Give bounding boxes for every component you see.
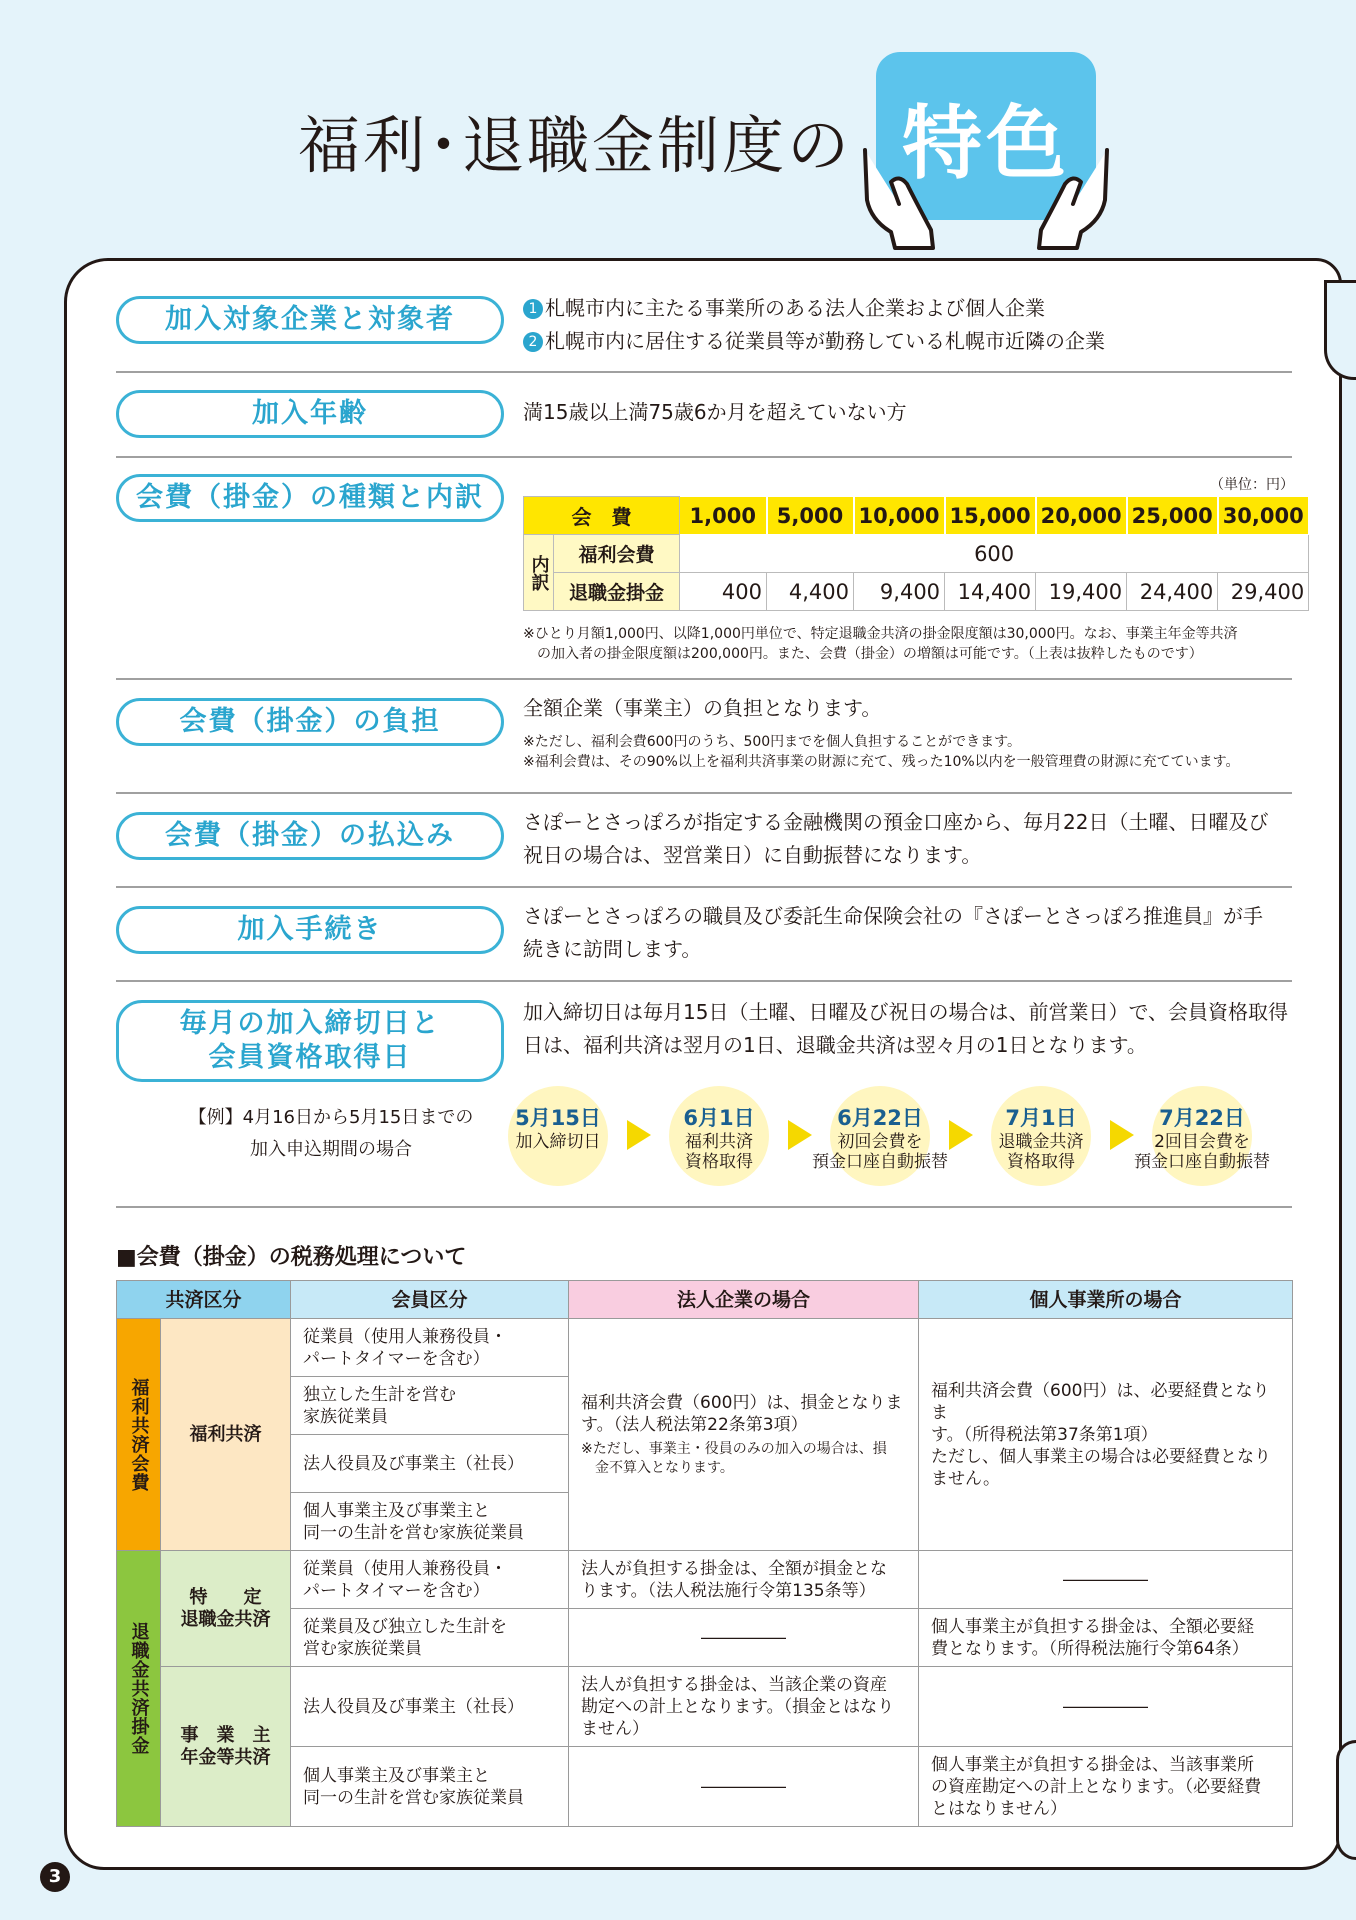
eligibility-text: 札幌市内に居住する従業員等が勤務している札幌市近隣の企業: [545, 329, 1105, 353]
tax-heading: ■会費（掛金）の税務処理について: [116, 1245, 467, 1270]
timeline-step: [812, 1086, 948, 1186]
burden-note-line: ※福利会費は、その90%以上を福利共済事業の財源に充て、残った10%以内を一般管理費の財源に充てています。: [523, 754, 1240, 770]
label-procedure: 加入手続き: [116, 906, 504, 954]
step-date: 6月1日: [683, 1106, 755, 1130]
cell-line: ただし、個人事業主の場合は必要経費となり: [931, 1446, 1272, 1467]
corp-treatment: [569, 1667, 919, 1747]
cell-line: 福利共済会費（600円）は、必要経費となりま: [931, 1380, 1270, 1423]
cell-line: 法人が負担する掛金は、当該企業の資産: [581, 1674, 888, 1695]
retire-label: 退職金掛金: [554, 573, 680, 611]
cell-line: 個人事業主が負担する掛金は、当該事業所: [931, 1754, 1255, 1775]
fee-table: [523, 496, 1310, 611]
payment-line: 祝日の場合は、翌営業日）に自動振替になります。: [523, 843, 982, 867]
eligibility-item-2: [523, 325, 1105, 358]
member-line: パートタイマーを含む）: [303, 1348, 490, 1369]
divider: [116, 792, 1292, 794]
cell-line: 費となります。（所得税法施行令第64条）: [931, 1638, 1249, 1659]
page-number: 3: [40, 1862, 70, 1892]
retire-value: 29,400: [1218, 573, 1309, 611]
hands-icon: [855, 140, 1117, 250]
card-tab-bottom: [1336, 1740, 1356, 1860]
member-type: 法人役員及び事業主（社長）: [291, 1667, 569, 1747]
cell-line: の資産勘定への計上となります。（必要経費: [931, 1776, 1262, 1797]
member-line: 従業員（使用人兼務役員・: [303, 1326, 508, 1347]
fee-amount: 30,000: [1218, 497, 1309, 535]
step-desc-line: 福利共済: [685, 1132, 753, 1152]
step-desc-line: 2回目会費を: [1154, 1132, 1250, 1152]
timeline-step: [669, 1086, 769, 1186]
member-type: [291, 1319, 569, 1377]
fee-header: 会 費: [524, 497, 680, 535]
member-type: [291, 1377, 569, 1435]
fee-note-line: ※ひとり月額1,000円、以降1,000円単位で、特定退職金共済の掛金限度額は30,000円。なお、事業主年金等共済: [523, 626, 1238, 642]
burden-text: 全額企業（事業主）の負担となります。: [523, 696, 882, 720]
divider: [116, 886, 1292, 888]
cell-line: 法人が負担する掛金は、全額が損金とな: [581, 1558, 888, 1579]
empty-cell: ―――――: [569, 1747, 919, 1827]
retire-value: 4,400: [767, 573, 854, 611]
label-burden: 会費（掛金）の負担: [116, 698, 504, 746]
welfare-row: [524, 535, 1309, 573]
label-age: 加入年齢: [116, 390, 504, 438]
payment-line: さぽーとさっぽろが指定する金融機関の預金口座から、毎月22日（土曜、日曜及び: [523, 810, 1269, 834]
timeline-step: [508, 1086, 608, 1186]
cell-line: 福利共済会費（600円）は、損金となりま: [581, 1392, 903, 1413]
table-row: [117, 1667, 1293, 1747]
member-line: 独立した生計を営む: [303, 1384, 457, 1405]
col-header: 個人事業所の場合: [919, 1281, 1293, 1319]
divider: [116, 980, 1292, 982]
step-date: 7月1日: [1005, 1106, 1077, 1130]
col-header: 法人企業の場合: [569, 1281, 919, 1319]
welfare-label: 福利会費: [554, 535, 680, 573]
fee-note-line: の加入者の掛金限度額は200,000円。また、会費（掛金）の増額は可能です。（上表は抜粋したものです）: [537, 646, 1203, 662]
cell-line: 勘定への計上となります。（損金とはなり: [581, 1696, 895, 1717]
welfare-value: 600: [680, 535, 1309, 573]
label-eligibility: 加入対象企業と対象者: [116, 296, 504, 344]
table-row: [117, 1609, 1293, 1667]
retire-value: 14,400: [945, 573, 1036, 611]
payment-text: [523, 806, 1268, 872]
deadline-line: 日は、福利共済は翌月の1日、退職金共済は翌々月の1日となります。: [523, 1033, 1147, 1057]
indiv-treatment: [919, 1609, 1293, 1667]
member-line: 同一の生計を営む家族従業員: [303, 1522, 525, 1543]
group-retire: 退職金共済掛金: [117, 1551, 161, 1827]
fee-amount: 15,000: [945, 497, 1036, 535]
col-header: 共済区分: [117, 1281, 291, 1319]
divider: [116, 371, 1292, 373]
page-title: 福利･退職金制度の: [298, 109, 853, 182]
member-line: 個人事業主及び事業主と: [303, 1765, 491, 1786]
member-line: 家族従業員: [303, 1406, 389, 1427]
step-desc-line: 加入締切日: [515, 1132, 601, 1152]
card-tab: [1324, 280, 1356, 380]
member-line: 従業員及び独立した生計を: [303, 1616, 508, 1637]
retire-value: 19,400: [1036, 573, 1127, 611]
step-date: 5月15日: [515, 1106, 601, 1130]
subgroup-line: 退職金共済: [180, 1608, 271, 1630]
feature-badge: 特色: [876, 52, 1096, 220]
burden-note-line: ※ただし、福利会費600円のうち、500円までを個人負担することができます。: [523, 734, 1022, 750]
cell-line: ります。（法人税法施行令第135条等）: [581, 1580, 876, 1601]
step-desc-line: 預金口座自動振替: [1134, 1152, 1270, 1172]
deadline-label-line: 毎月の加入締切日と: [179, 1008, 441, 1039]
member-line: 同一の生計を営む家族従業員: [303, 1787, 525, 1808]
member-line: 従業員（使用人兼務役員・: [303, 1558, 508, 1579]
divider: [116, 1206, 1292, 1208]
eligibility-text: 札幌市内に主たる事業所のある法人企業および個人企業: [545, 296, 1045, 320]
subgroup-owner: [161, 1667, 291, 1827]
divider: [116, 678, 1292, 680]
timeline-step: [1134, 1086, 1270, 1186]
timeline-step: [991, 1086, 1091, 1186]
retire-row: [524, 573, 1309, 611]
label-fee-types: 会費（掛金）の種類と内訳: [116, 474, 504, 522]
step-desc: [1092, 1132, 1312, 1172]
subgroup-specific: [161, 1551, 291, 1667]
deadline-text: [523, 996, 1288, 1062]
step-desc-line: 資格取得: [1007, 1152, 1075, 1172]
tax-table: [116, 1280, 1293, 1827]
step-date: 7月22日: [1159, 1106, 1245, 1130]
cell-line: ません。: [931, 1468, 1001, 1489]
empty-cell: ―――――: [919, 1667, 1293, 1747]
example-line: 【例】4月16日から5月15日までの: [188, 1107, 474, 1128]
step-desc-line: 預金口座自動振替: [812, 1152, 948, 1172]
member-type: [291, 1551, 569, 1609]
indiv-treatment: [919, 1747, 1293, 1827]
member-line: パートタイマーを含む）: [303, 1580, 490, 1601]
empty-cell: ―――――: [919, 1551, 1293, 1609]
label-payment: 会費（掛金）の払込み: [116, 812, 504, 860]
fee-note: [523, 624, 1238, 664]
eligibility-list: [523, 292, 1105, 358]
burden-notes: [523, 732, 1240, 772]
deadline-label-line: 会員資格取得日: [208, 1042, 412, 1073]
table-row: [117, 1747, 1293, 1827]
indiv-treatment: [919, 1319, 1293, 1551]
number-badge: 2: [523, 332, 543, 352]
cell-line: 個人事業主が負担する掛金は、全額必要経: [931, 1616, 1255, 1637]
member-type: [291, 1609, 569, 1667]
example-caption: [176, 1102, 486, 1166]
example-line: 加入申込期間の場合: [250, 1139, 412, 1160]
cell-line: す。（所得税法第37条第1項）: [931, 1424, 1158, 1445]
procedure-text: [523, 900, 1263, 966]
member-type: [291, 1747, 569, 1827]
subgroup-line: 年金等共済: [180, 1746, 271, 1768]
empty-cell: ―――――: [569, 1609, 919, 1667]
label-deadline: [116, 1000, 504, 1082]
fee-header-row: [524, 497, 1309, 535]
member-type: [291, 1493, 569, 1551]
fee-amount: 20,000: [1036, 497, 1127, 535]
fee-amount: 25,000: [1127, 497, 1218, 535]
cell-note: ※ただし、事業主・役員のみの加入の場合は、損: [581, 1440, 887, 1457]
deadline-line: 加入締切日は毎月15日（土曜、日曜及び祝日の場合は、前営業日）で、会員資格取得: [523, 1000, 1289, 1024]
member-line: 個人事業主及び事業主と: [303, 1500, 491, 1521]
divider: [116, 456, 1292, 458]
retire-value: 400: [680, 573, 767, 611]
procedure-line: 続きに訪問します。: [523, 937, 702, 961]
step-date: 6月22日: [837, 1106, 923, 1130]
cell-note: 金不算入となります。: [595, 1459, 734, 1476]
step-desc-line: 退職金共済: [998, 1132, 1084, 1152]
table-row: [117, 1319, 1293, 1377]
fee-amount: 10,000: [854, 497, 945, 535]
cell-line: す。（法人税法第22条第3項）: [581, 1414, 808, 1435]
corp-treatment: [569, 1319, 919, 1551]
cell-line: ません）: [581, 1718, 650, 1739]
subgroup-line: 特 定: [189, 1586, 262, 1608]
fee-amount: 5,000: [767, 497, 854, 535]
member-type: 法人役員及び事業主（社長）: [291, 1435, 569, 1493]
fee-amount: 1,000: [680, 497, 767, 535]
eligibility-item-1: [523, 292, 1105, 325]
corp-treatment: [569, 1551, 919, 1609]
step-desc-line: 初回会費を: [837, 1132, 923, 1152]
tax-header-row: [117, 1281, 1293, 1319]
age-text: 満15歳以上満75歳6か月を超えていない方: [523, 400, 907, 424]
cell-line: とはなりません）: [931, 1798, 1068, 1819]
group-welfare: 福利共済会費: [117, 1319, 161, 1551]
procedure-line: さぽーとさっぽろの職員及び委託生命保険会社の『さぽーとさっぽろ推進員』が手: [523, 904, 1263, 928]
col-header: 会員区分: [291, 1281, 569, 1319]
step-desc-line: 資格取得: [685, 1152, 753, 1172]
subgroup-welfare: 福利共済: [161, 1319, 291, 1551]
subgroup-line: 事 業 主: [180, 1724, 271, 1746]
retire-value: 24,400: [1127, 573, 1218, 611]
unit-label: （単位：円）: [1210, 477, 1294, 493]
table-row: [117, 1551, 1293, 1609]
breakdown-label: 内訳: [524, 535, 554, 611]
number-badge: 1: [523, 299, 543, 319]
member-line: 営む家族従業員: [303, 1638, 423, 1659]
retire-value: 9,400: [854, 573, 945, 611]
